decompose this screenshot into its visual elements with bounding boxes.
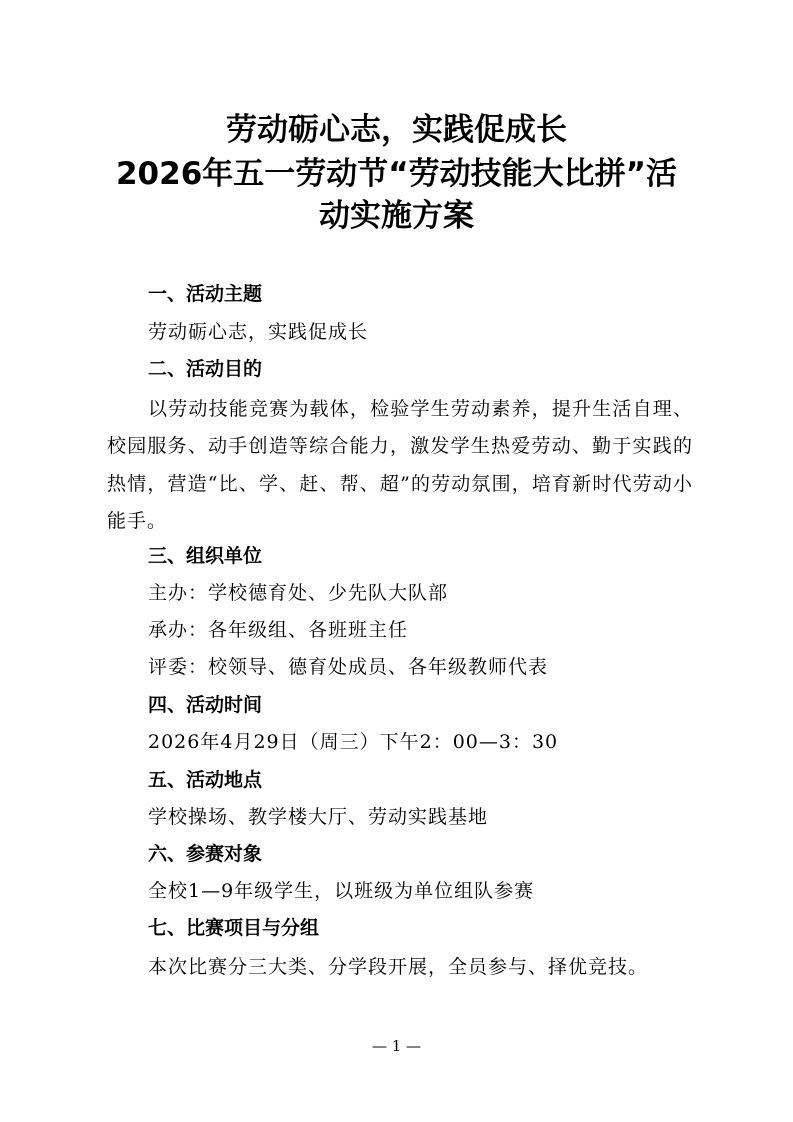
organizer-undertaker: 承办：各年级组、各班班主任 [148,619,409,641]
page-number: — 1 — [371,1037,422,1055]
title-line-3: 动实施方案 [319,198,474,234]
section-heading-location: 五、活动地点 [148,769,263,791]
organizer-judges: 评委：校领导、德育处成员、各年级教师代表 [148,656,549,678]
section-heading-time: 四、活动时间 [148,694,263,716]
purpose-paragraph: 以劳动技能竞赛为载体，检验学生劳动素养，提升生活自理、校园服务、动手创造等综合能力，激发学生热爱劳动、勤于实践的热情，营造“比、学、赶、帮、超”的劳动氛围，培育新时代劳动小能手。 [107,398,693,532]
title-line-1: 劳动砺心志，实践促成长 [226,112,567,148]
section-heading-purpose: 二、活动目的 [148,358,263,380]
participants-text: 全校1—9年级学生，以班级为单位组队参赛 [148,880,535,902]
section-heading-theme: 一、活动主题 [148,283,263,305]
time-text: 2026年4月29日（周三）下午2：00—3：30 [148,731,559,753]
section-heading-events: 七、比赛项目与分组 [148,917,320,939]
theme-text: 劳动砺心志，实践促成长 [148,321,369,343]
organizer-host: 主办：学校德育处、少先队大队部 [148,582,449,604]
section-heading-organizer: 三、组织单位 [148,545,263,567]
section-heading-participants: 六、参赛对象 [148,843,263,865]
title-line-2: 2026年五一劳动节“劳动技能大比拼”活 [115,156,678,192]
events-text: 本次比赛分三大类、分学段开展，全员参与、择优竞技。 [148,956,649,978]
location-text: 学校操场、教学楼大厅、劳动实践基地 [148,806,489,828]
